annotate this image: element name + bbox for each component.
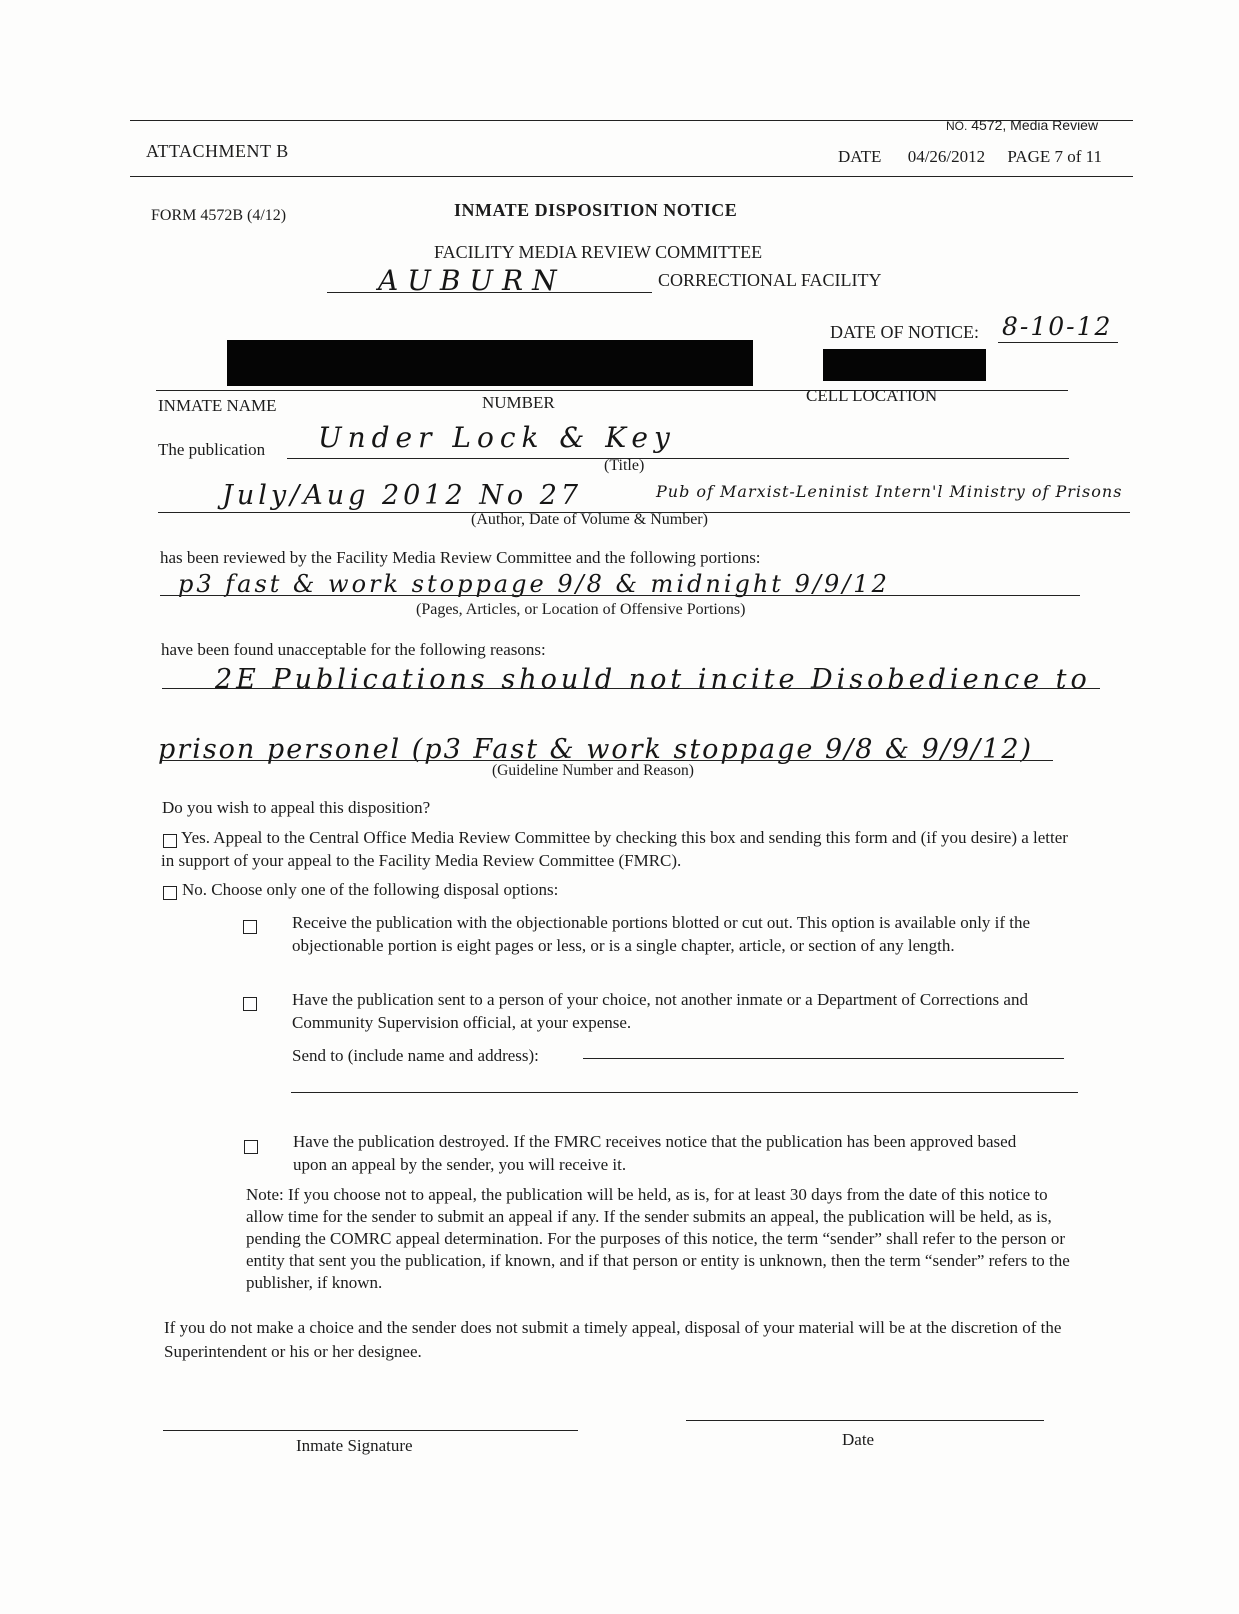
portions-line bbox=[160, 595, 1080, 596]
page-number: PAGE 7 of 11 bbox=[1007, 147, 1103, 166]
cell-location-label: CELL LOCATION bbox=[806, 386, 938, 405]
author-publisher-handwritten: Pub of Marxist-Leninist Intern'l Ministry of Prisons bbox=[656, 482, 1123, 501]
signature-date-line[interactable] bbox=[686, 1420, 1044, 1421]
publication-label: The publication bbox=[158, 440, 266, 459]
date-of-notice-label: DATE OF NOTICE: bbox=[830, 322, 979, 342]
header-date bbox=[838, 147, 1102, 167]
appeal-no-text: No. Choose only one of the following disposal options: bbox=[182, 880, 559, 899]
date-label: DATE bbox=[838, 147, 882, 166]
number-label-field: NUMBER bbox=[482, 393, 555, 412]
title-caption: (Title) bbox=[604, 457, 645, 474]
reason-line-1 bbox=[162, 688, 1100, 689]
inmate-name-label: INMATE NAME bbox=[158, 396, 277, 415]
author-caption: (Author, Date of Volume & Number) bbox=[471, 511, 708, 528]
facility-line bbox=[327, 292, 652, 293]
author-date-handwritten: July/Aug 2012 No 27 bbox=[222, 480, 583, 511]
option-blotted-checkbox[interactable] bbox=[243, 920, 257, 934]
publication-title-line bbox=[287, 458, 1069, 459]
appeal-no-checkbox[interactable] bbox=[163, 886, 177, 900]
reason-line-1-handwritten: 2E Publications should not incite Disobedience to bbox=[215, 664, 1091, 695]
facility-suffix: CORRECTIONAL FACILITY bbox=[658, 270, 882, 290]
option-destroy-checkbox[interactable] bbox=[244, 1140, 258, 1154]
number-label: NO. bbox=[946, 119, 968, 133]
send-to-line-2[interactable] bbox=[291, 1092, 1078, 1093]
note-paragraph: Note: If you choose not to appeal, the publication will be held, as is, for at least 30 days from the date of this notice to allow time for the sender to submit an appeal if any. If the sender submits an appeal, the publication will be held, as is, pending the COMRC appeal determination. For the purposes of this notice, the term “sender” shall refer to the person or entity that sent you the publication, if known, and if that person or entity is unknown, then the term “sender” refers to the publisher, if known. bbox=[246, 1185, 1070, 1292]
offensive-portions-handwritten: p3 fast & work stoppage 9/8 & midnight 9/9/12 bbox=[178, 570, 890, 598]
option-destroy-text: Have the publication destroyed. If the FMRC receives notice that the publication has been approved based upon an appeal by the sender, you will receive it. bbox=[293, 1132, 1017, 1174]
redacted-inmate-name-number bbox=[227, 340, 753, 386]
reason-caption: (Guideline Number and Reason) bbox=[492, 762, 694, 779]
option-send-text: Have the publication sent to a person of your choice, not another inmate or a Department of Corrections and Community Supervision official, at your expense. bbox=[292, 990, 1028, 1032]
document-number bbox=[946, 117, 1098, 133]
inmate-signature-line[interactable] bbox=[163, 1430, 578, 1431]
reason-line-2-handwritten: prison personel (p3 Fast & work stoppage 9/8 & 9/9/12) bbox=[158, 734, 1034, 765]
appeal-question: Do you wish to appeal this disposition? bbox=[162, 798, 431, 817]
send-to-line-1[interactable] bbox=[583, 1058, 1064, 1059]
date-of-notice-line bbox=[998, 342, 1118, 343]
reviewed-statement: has been reviewed by the Facility Media Review Committee and the following portions: bbox=[160, 548, 761, 567]
redacted-cell-location bbox=[823, 349, 986, 381]
form-title: INMATE DISPOSITION NOTICE bbox=[454, 200, 738, 220]
date-of-notice-value: 8-10-12 bbox=[1002, 312, 1113, 341]
appeal-yes-text: Yes. Appeal to the Central Office Media Review Committee by checking this box and sending this form and (if you desire) a letter in support of your appeal to the Facility Media Review Committee (FMRC). bbox=[161, 828, 1068, 870]
reason-line-2 bbox=[161, 760, 1053, 761]
header-bottom-rule bbox=[130, 176, 1133, 177]
number-value: 4572, Media Review bbox=[971, 117, 1099, 133]
unacceptable-statement: have been found unacceptable for the following reasons: bbox=[161, 640, 546, 659]
facility-name-handwritten: AUBURN bbox=[378, 264, 566, 297]
inmate-signature-label: Inmate Signature bbox=[296, 1436, 413, 1455]
publication-title-handwritten: Under Lock & Key bbox=[318, 421, 676, 454]
closing-paragraph: If you do not make a choice and the sender does not submit a timely appeal, disposal of your material will be at the discretion of the Superintendent or his or her designee. bbox=[164, 1318, 1062, 1361]
date-value: 04/26/2012 bbox=[907, 147, 986, 166]
option-blotted-text: Receive the publication with the objectionable portions blotted or cut out. This option is available only if the objectionable portion is eight pages or less, or is a single chapter, article, or section of any length. bbox=[292, 913, 1031, 955]
signature-date-label: Date bbox=[842, 1430, 875, 1449]
committee-heading: FACILITY MEDIA REVIEW COMMITTEE bbox=[434, 242, 763, 262]
option-send-checkbox[interactable] bbox=[243, 997, 257, 1011]
portions-caption: (Pages, Articles, or Location of Offensive Portions) bbox=[416, 601, 746, 618]
form-id: FORM 4572B (4/12) bbox=[151, 207, 287, 224]
send-to-label: Send to (include name and address): bbox=[292, 1046, 539, 1065]
attachment-label: ATTACHMENT B bbox=[146, 141, 289, 161]
